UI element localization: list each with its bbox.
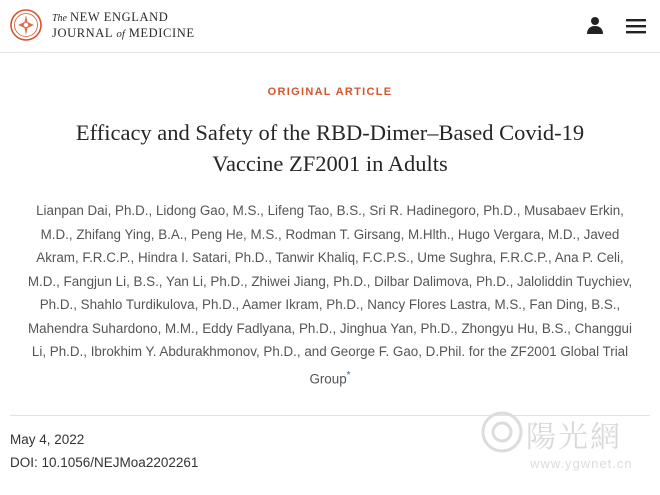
doi-text[interactable]: DOI: 10.1056/NEJMoa2202261 — [10, 455, 199, 470]
brand-the: The — [52, 13, 67, 24]
journal-brand[interactable] — [52, 10, 195, 42]
nejm-seal-icon[interactable] — [10, 9, 42, 41]
brand-line1: NEW ENGLAND — [70, 10, 169, 24]
article-title — [20, 117, 640, 179]
watermark-url: www.ygwnet.cn — [530, 456, 633, 471]
brand-medicine: MEDICINE — [128, 26, 195, 40]
watermark-logo-icon — [480, 410, 524, 454]
user-icon[interactable] — [585, 15, 605, 35]
brand-journal: JOURNAL — [52, 26, 113, 40]
title-line-1: Efficacy and Safety of the RBD-Dimer–Based Covid-19 — [75, 120, 585, 145]
author-list[interactable] — [20, 199, 640, 390]
authors-text: Lianpan Dai, Ph.D., Lidong Gao, M.S., Lifeng Tao, B.S., Sri R. Hadinegoro, Ph.D., Musabaev Erkin, M.D., Zhifang Ying, B.A., Peng He, M.S., Rodman T. Girsang, M.Hlth., Hugo Vergara, M.D., Javed Akram, F.R.C.P., Hindra I. Satari, Ph.D., Tanwir Khaliq, F.C.P.S., Ume Sughra, F.R.C.P., Ana P. Celi, M.D., Fangjun Li, B.S., Yan Li, Ph.D., Zhiwei Jiang, Ph.D., Dilbar Dalimova, Ph.D., Jaloliddin Tuychiev, Ph.D., Shahlo Turdikulova, Ph.D., Aamer Ikram, Ph.D., Nancy Flores Lastra, M.S., Fan Ding, B.S., Mahendra Suhardono, M.M., Eddy Fadlyana, Ph.D., Jinghua Yan, Ph.D., Zhongyu Hu, B.S., Changgui Li, Ph.D., Ibrokhim Y. Abdurakhmonov, Ph.D., and George F. Gao, D.Phil. for the ZF2001 Global Trial Group — [27, 203, 633, 386]
hamburger-menu-icon[interactable] — [625, 16, 647, 36]
article-section-label[interactable]: ORIGINAL ARTICLE — [267, 86, 393, 98]
site-header — [0, 0, 660, 53]
watermark-text: 陽光網 — [526, 420, 622, 455]
publication-date: May 4, 2022 — [10, 432, 85, 447]
watermark — [480, 408, 650, 488]
brand-of: of — [116, 28, 125, 40]
title-line-2: Vaccine ZF2001 in Adults — [212, 151, 448, 176]
author-footnote-link[interactable]: * — [346, 369, 351, 381]
